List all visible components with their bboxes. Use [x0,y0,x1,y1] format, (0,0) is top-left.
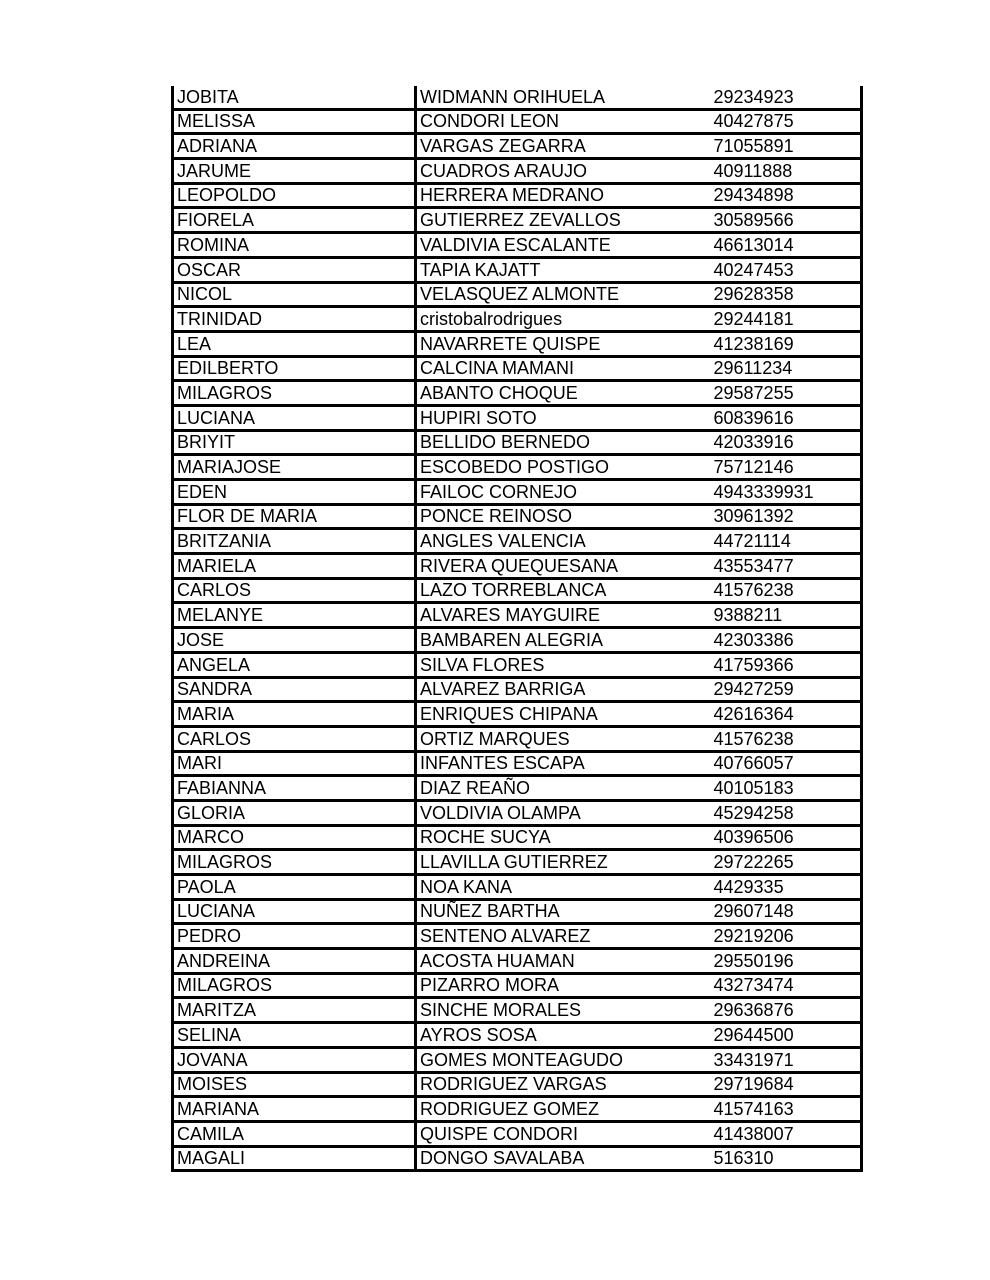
first-name-cell: JARUME [173,159,416,184]
id-number-cell: 40105183 [711,776,862,801]
id-number-cell: 43553477 [711,554,862,579]
last-name-cell: GUTIERREZ ZEVALLOS [416,208,711,233]
last-name-cell: NUÑEZ BARTHA [416,899,711,924]
last-name-cell: FAILOC CORNEJO [416,480,711,505]
id-number-cell: 60839616 [711,405,862,430]
id-number-cell: 41759366 [711,652,862,677]
last-name-cell: CUADROS ARAUJO [416,159,711,184]
table-row [173,159,862,184]
table-row [173,307,862,332]
last-name-cell: LLAVILLA GUTIERREZ [416,850,711,875]
first-name-cell: MARITZA [173,998,416,1023]
table-row [173,356,862,381]
first-name-cell: FABIANNA [173,776,416,801]
id-number-cell: 4429335 [711,875,862,900]
first-name-cell: PEDRO [173,924,416,949]
table-row [173,504,862,529]
first-name-cell: ADRIANA [173,134,416,159]
id-number-cell: 29219206 [711,924,862,949]
id-number-cell: 41576238 [711,726,862,751]
table-row [173,776,862,801]
id-number-cell: 29636876 [711,998,862,1023]
id-number-cell: 42616364 [711,702,862,727]
table-row [173,702,862,727]
id-number-cell: 33431971 [711,1047,862,1072]
last-name-cell: PONCE REINOSO [416,504,711,529]
table-row [173,850,862,875]
last-name-cell: ABANTO CHOQUE [416,381,711,406]
table-row [173,949,862,974]
last-name-cell: ALVAREZ BARRIGA [416,677,711,702]
id-number-cell: 40396506 [711,825,862,850]
first-name-cell: EDILBERTO [173,356,416,381]
last-name-cell: VALDIVIA ESCALANTE [416,233,711,258]
last-name-cell: NAVARRETE QUISPE [416,331,711,356]
id-number-cell: 29234923 [711,86,862,109]
last-name-cell: BAMBAREN ALEGRIA [416,628,711,653]
first-name-cell: ANDREINA [173,949,416,974]
id-number-cell: 40427875 [711,109,862,134]
last-name-cell: VARGAS ZEGARRA [416,134,711,159]
id-number-cell: 29607148 [711,899,862,924]
table-row [173,677,862,702]
first-name-cell: FIORELA [173,208,416,233]
last-name-cell: WIDMANN ORIHUELA [416,86,711,109]
roster-table-body [173,86,862,1171]
last-name-cell: GOMES MONTEAGUDO [416,1047,711,1072]
table-row [173,800,862,825]
first-name-cell: GLORIA [173,800,416,825]
first-name-cell: LUCIANA [173,899,416,924]
last-name-cell: CONDORI LEON [416,109,711,134]
last-name-cell: VELASQUEZ ALMONTE [416,282,711,307]
last-name-cell: ACOSTA HUAMAN [416,949,711,974]
table-row [173,282,862,307]
id-number-cell: 4943339931 [711,480,862,505]
table-row [173,529,862,554]
first-name-cell: OSCAR [173,257,416,282]
table-row [173,652,862,677]
id-number-cell: 41238169 [711,331,862,356]
table-row [173,924,862,949]
first-name-cell: FLOR DE MARIA [173,504,416,529]
last-name-cell: SILVA FLORES [416,652,711,677]
id-number-cell: 29611234 [711,356,862,381]
last-name-cell: BELLIDO BERNEDO [416,430,711,455]
table-row [173,430,862,455]
first-name-cell: MARIAJOSE [173,455,416,480]
last-name-cell: HUPIRI SOTO [416,405,711,430]
first-name-cell: CAMILA [173,1121,416,1146]
id-number-cell: 40766057 [711,751,862,776]
table-row [173,405,862,430]
table-row [173,998,862,1023]
roster-table [171,86,863,1172]
first-name-cell: MARIELA [173,554,416,579]
table-row [173,825,862,850]
last-name-cell: ROCHE SUCYA [416,825,711,850]
id-number-cell: 29719684 [711,1072,862,1097]
table-row [173,603,862,628]
table-row [173,628,862,653]
first-name-cell: ANGELA [173,652,416,677]
last-name-cell: VOLDIVIA OLAMPA [416,800,711,825]
last-name-cell: ENRIQUES CHIPANA [416,702,711,727]
last-name-cell: ESCOBEDO POSTIGO [416,455,711,480]
last-name-cell: DONGO SAVALABA [420,1148,585,1169]
first-name-cell: MARIANA [173,1097,416,1122]
first-name-cell: MARI [173,751,416,776]
id-number-cell: 30961392 [711,504,862,529]
first-name-cell: MILAGROS [173,973,416,998]
last-name-cell: TAPIA KAJATT [416,257,711,282]
first-name-cell: MARIA [173,702,416,727]
last-name-cell: ANGLES VALENCIA [416,529,711,554]
table-row [173,331,862,356]
last-name-cell: PIZARRO MORA [416,973,711,998]
table-row [173,257,862,282]
table-row [173,208,862,233]
table-row [173,1072,862,1097]
table-row [173,86,862,109]
id-number-cell: 42033916 [711,430,862,455]
id-number-cell: 40911888 [711,159,862,184]
first-name-cell: LUCIANA [173,405,416,430]
last-name-cell: ORTIZ MARQUES [416,726,711,751]
first-name-cell: LEOPOLDO [173,183,416,208]
last-name-cell: RODRIGUEZ VARGAS [416,1072,711,1097]
last-name-cell: CALCINA MAMANI [416,356,711,381]
last-name-cell: SENTENO ALVAREZ [416,924,711,949]
table-row [173,109,862,134]
first-name-cell: MILAGROS [173,850,416,875]
first-name-cell: TRINIDAD [173,307,416,332]
table-row [173,751,862,776]
first-name-cell: BRITZANIA [173,529,416,554]
id-number-cell: 29628358 [711,282,862,307]
first-name-cell: JOSE [173,628,416,653]
id-number-cell: 516310 [711,1146,862,1171]
table-row [173,1023,862,1048]
first-name-cell: ROMINA [173,233,416,258]
id-number-cell: 29722265 [711,850,862,875]
first-name-cell: NICOL [173,282,416,307]
table-row [173,1047,862,1072]
last-name-cell: ALVARES MAYGUIRE [416,603,711,628]
first-name-cell: SANDRA [173,677,416,702]
first-name-cell: JOBITA [173,86,416,109]
first-name-cell: PAOLA [173,875,416,900]
table-row [173,973,862,998]
id-number-cell: 29587255 [711,381,862,406]
id-number-cell: 9388211 [711,603,862,628]
first-name-cell: LEA [173,331,416,356]
table-row [173,183,862,208]
id-number-cell: 29244181 [711,307,862,332]
table-row [173,233,862,258]
first-name-cell: MAGALI [173,1146,416,1171]
id-number-cell: 41438007 [711,1121,862,1146]
id-number-cell: 29427259 [711,677,862,702]
table-row [173,875,862,900]
last-name-cell: RODRIGUEZ GOMEZ [416,1097,711,1122]
first-name-cell: SELINA [173,1023,416,1048]
id-number-cell: 43273474 [711,973,862,998]
id-number-cell: 45294258 [711,800,862,825]
last-name-cell: cristobalrodrigues [416,307,711,332]
id-number-cell: 46613014 [711,233,862,258]
id-number-cell: 42303386 [711,628,862,653]
first-name-cell: JOVANA [173,1047,416,1072]
table-row [173,381,862,406]
table-row [173,134,862,159]
first-name-cell: MARCO [173,825,416,850]
last-name-cell: DIAZ REAÑO [416,776,711,801]
id-number-cell: 29550196 [711,949,862,974]
first-name-cell: BRIYIT [173,430,416,455]
last-name-cell: AYROS SOSA [416,1023,711,1048]
id-number-cell: 41576238 [711,578,862,603]
id-number-cell: 29434898 [711,183,862,208]
table-row [173,1146,862,1171]
last-name-cell: HERRERA MEDRANO [416,183,711,208]
table-row [173,899,862,924]
table-row [173,1097,862,1122]
table-row [173,455,862,480]
table-row [173,554,862,579]
first-name-cell: MILAGROS [173,381,416,406]
table-row [173,480,862,505]
id-number-cell: 40247453 [711,257,862,282]
last-name-cell: SINCHE MORALES [416,998,711,1023]
table-row [173,1121,862,1146]
first-name-cell: MELANYE [173,603,416,628]
first-name-cell: CARLOS [173,578,416,603]
table-row [173,726,862,751]
id-number-cell: 44721114 [711,529,862,554]
id-number-cell: 41574163 [711,1097,862,1122]
last-name-cell: NOA KANA [416,875,711,900]
id-number-cell: 75712146 [711,455,862,480]
first-name-cell: MELISSA [173,109,416,134]
id-number-cell: 30589566 [711,208,862,233]
last-name-cell: INFANTES ESCAPA [416,751,711,776]
id-number-cell: 29644500 [711,1023,862,1048]
first-name-cell: MOISES [173,1072,416,1097]
first-name-cell: CARLOS [173,726,416,751]
last-name-cell: LAZO TORREBLANCA [416,578,711,603]
table-row [173,578,862,603]
last-name-cell: RIVERA QUEQUESANA [416,554,711,579]
first-name-cell: EDEN [173,480,416,505]
id-number-cell: 71055891 [711,134,862,159]
last-name-cell: QUISPE CONDORI [416,1121,711,1146]
